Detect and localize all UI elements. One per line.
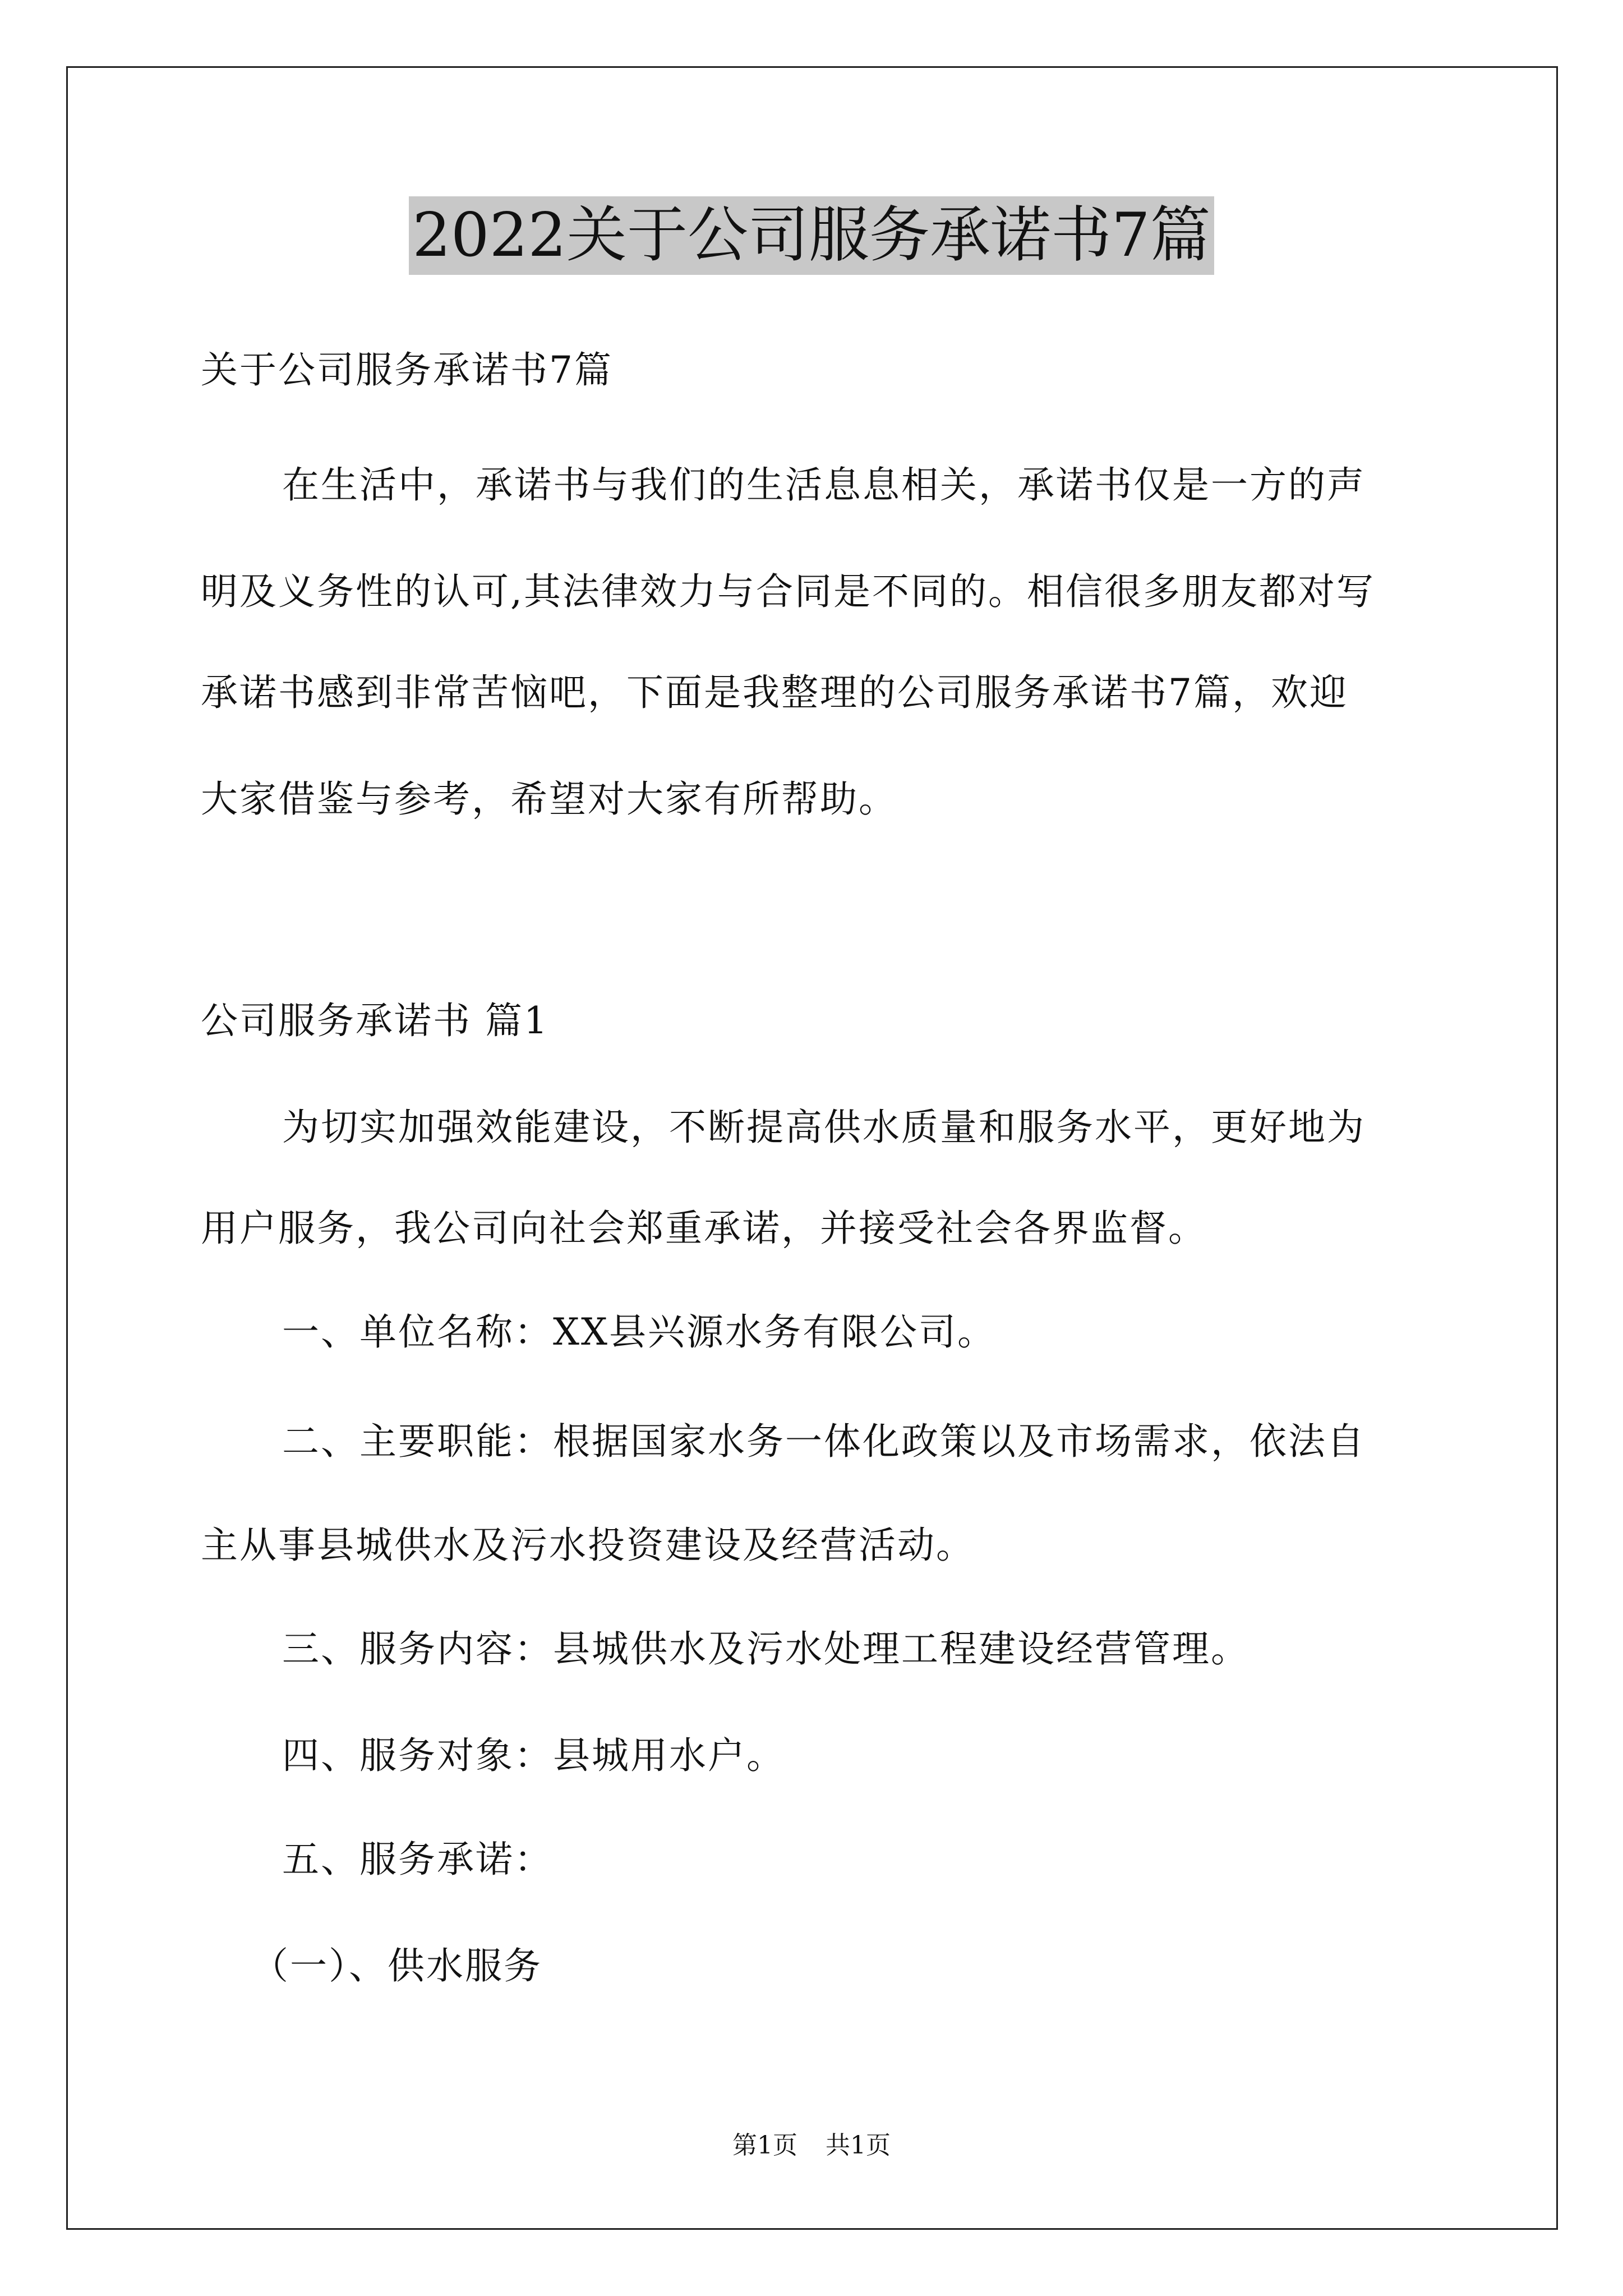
intro-line-3: 承诺书感到非常苦恼吧，下面是我整理的公司服务承诺书7篇，欢迎 [201,671,1348,714]
section-line-1: 为切实加强效能建设，不断提高供水质量和服务水平，更好地为 [282,1106,1366,1149]
intro-line-2: 明及义务性的认可,其法律效力与合同是不同的。相信很多朋友都对写 [201,570,1375,613]
section-line-9: （一）、供水服务 [251,1944,542,1987]
document-title: 2022关于公司服务承诺书7篇 [409,196,1214,275]
document-subtitle: 关于公司服务承诺书7篇 [201,348,613,392]
document-title-container [0,196,1623,275]
section-line-2: 用户服务，我公司向社会郑重承诺，并接受社会各界监督。 [201,1207,1207,1250]
page-number-current: 第1页 [732,2131,797,2160]
page-number-total: 共1页 [826,2131,891,2160]
section-line-3: 一、单位名称：XX县兴源水务有限公司。 [282,1310,996,1354]
page-footer [0,2129,1623,2162]
section-line-8: 五、服务承诺： [282,1838,553,1881]
section-line-5: 主从事县城供水及污水投资建设及经营活动。 [201,1524,975,1567]
intro-line-4: 大家借鉴与参考，希望对大家有所帮助。 [201,777,897,821]
section-line-6: 三、服务内容：县城供水及污水处理工程建设经营管理。 [282,1627,1249,1671]
intro-line-1: 在生活中，承诺书与我们的生活息息相关，承诺书仅是一方的声 [282,463,1366,507]
section-heading: 公司服务承诺书 篇1 [201,999,549,1042]
section-line-7: 四、服务对象：县城用水户。 [282,1734,785,1777]
section-line-4: 二、主要职能：根据国家水务一体化政策以及市场需求，依法自 [282,1420,1366,1463]
